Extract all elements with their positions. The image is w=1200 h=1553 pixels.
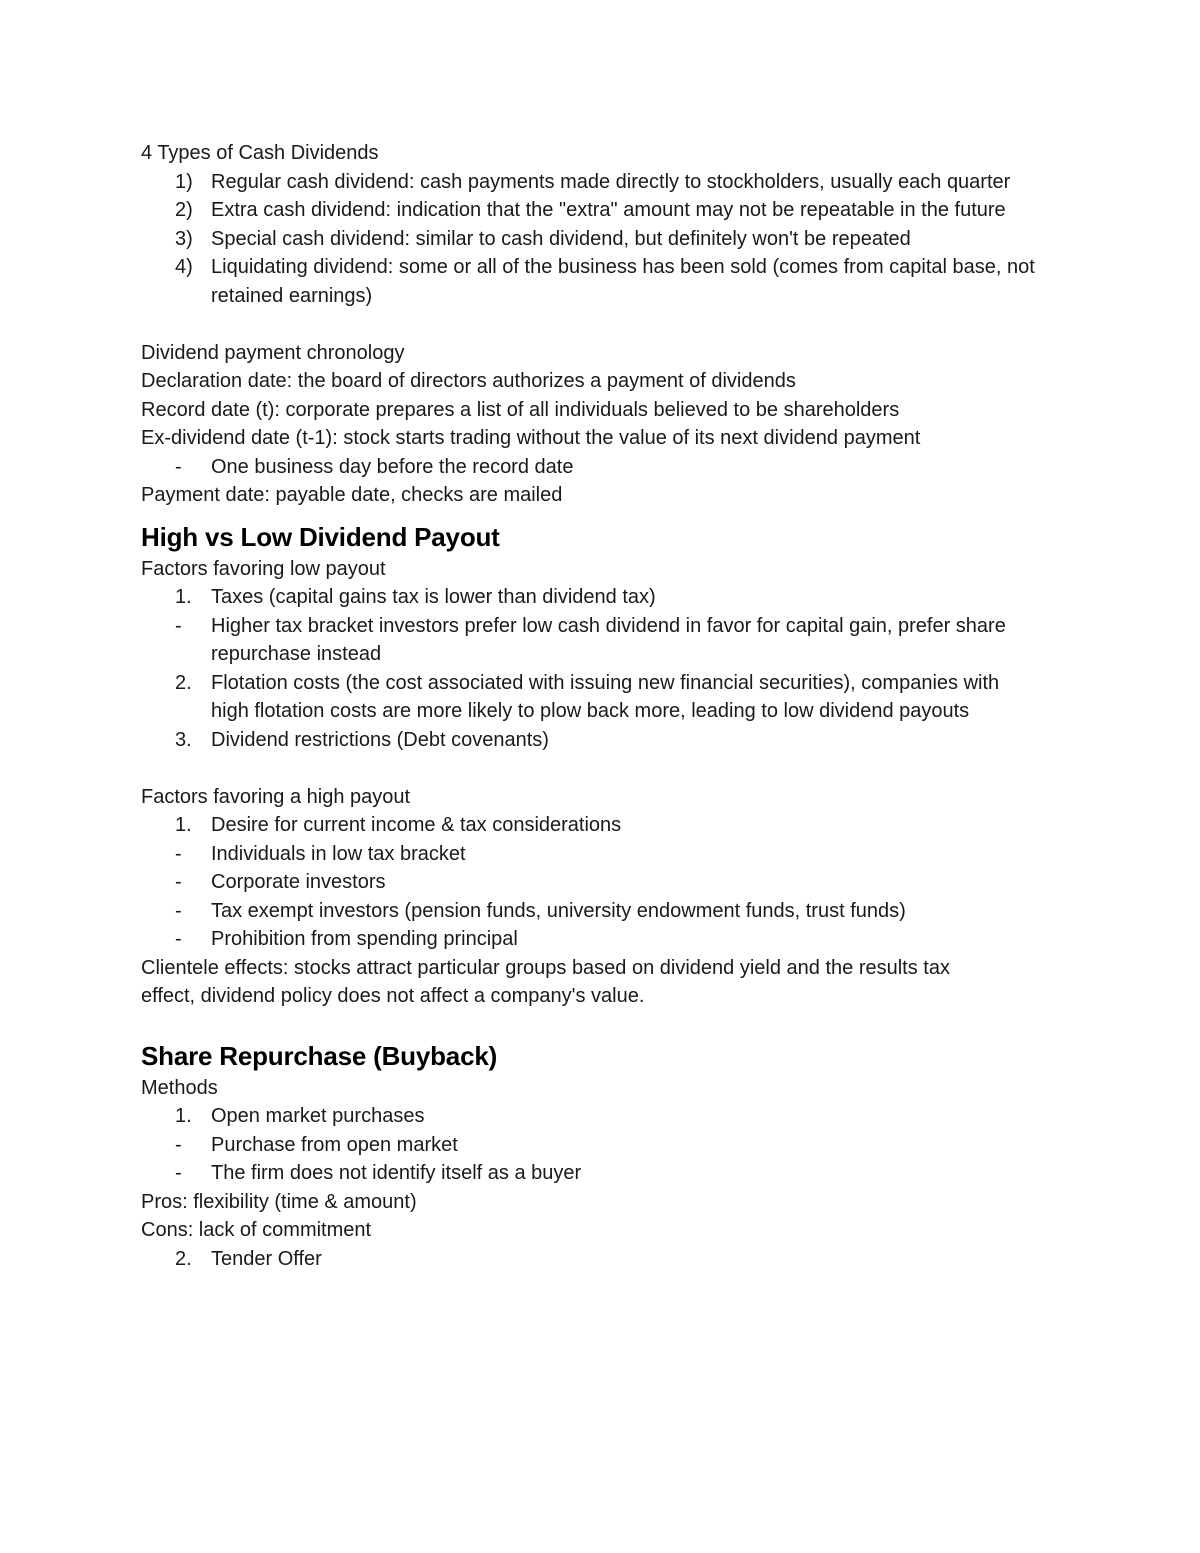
list-marker: -: [175, 455, 182, 478]
blank-line: [141, 754, 1041, 783]
declaration-date-line: Declaration date: the board of directors authorizes a payment of dividends: [141, 370, 796, 392]
list-item-text: Higher tax bracket investors prefer low cash dividend in favor for capital gain, prefer share repurchase instead: [211, 614, 1006, 665]
list-marker: -: [175, 899, 182, 922]
list-marker: 4): [175, 256, 193, 278]
list-item-text: Extra cash dividend: indication that the "extra" amount may not be repeatable in the future: [211, 199, 1006, 221]
buyback-heading: Share Repurchase (Buyback): [141, 1040, 498, 1071]
list-item: [141, 669, 1041, 726]
list-item: [141, 583, 1041, 612]
list-item: [141, 840, 1041, 869]
methods-title: Methods: [141, 1076, 218, 1099]
list-item-text: Liquidating dividend: some or all of the business has been sold (comes from capital base, not retained earnings): [211, 256, 1035, 307]
list-item-text: Dividend restrictions (Debt covenants): [211, 728, 549, 751]
document-page: [141, 139, 1041, 1273]
high-payout-title: Factors favoring a high payout: [141, 785, 411, 808]
list-item-text: Taxes (capital gains tax is lower than dividend tax): [211, 586, 656, 608]
list-item-text: Individuals in low tax bracket: [211, 842, 466, 865]
list-item-text: Special cash dividend: similar to cash dividend, but definitely won't be repeated: [211, 227, 911, 250]
list-item-text: One business day before the record date: [211, 455, 574, 478]
record-date-line: Record date (t): corporate prepares a list of all individuals believed to be shareholders: [141, 398, 900, 421]
clientele-effects-line-2: effect, dividend policy does not affect a company's value.: [141, 985, 645, 1007]
list-item: [141, 253, 1041, 310]
list-item-text: Desire for current income & tax considerations: [211, 814, 622, 836]
list-item: [141, 726, 1041, 755]
list-item: [141, 897, 1041, 926]
list-marker: -: [175, 871, 182, 893]
list-item: [141, 1131, 1041, 1160]
list-item-text: Tender Offer: [211, 1247, 322, 1270]
list-item: [141, 1159, 1041, 1188]
blank-line: [141, 1011, 1041, 1029]
list-item: [141, 612, 1041, 669]
list-item-text: Prohibition from spending principal: [211, 928, 518, 950]
payout-heading: High vs Low Dividend Payout: [141, 521, 500, 552]
low-payout-title: Factors favoring low payout: [141, 557, 386, 580]
list-item: [141, 868, 1041, 897]
list-item-text: Regular cash dividend: cash payments made directly to stockholders, usually each quarter: [211, 170, 1011, 193]
list-item-text: Flotation costs (the cost associated with issuing new financial securities), companies with high flotation costs are more likely to plow back more, leading to low dividend payouts: [211, 671, 1000, 722]
cash-dividends-title: 4 Types of Cash Dividends: [141, 142, 379, 164]
list-marker: -: [175, 842, 182, 865]
list-item: [141, 925, 1041, 954]
list-marker: 1): [175, 170, 193, 193]
list-item-text: Corporate investors: [211, 871, 386, 893]
list-item: [141, 453, 1041, 482]
list-item: [141, 1245, 1041, 1274]
payment-date-line: Payment date: payable date, checks are mailed: [141, 484, 563, 506]
clientele-effects-line-1: Clientele effects: stocks attract particular groups based on dividend yield and the results tax: [141, 956, 950, 979]
list-item-text: Open market purchases: [211, 1105, 425, 1127]
chronology-title: Dividend payment chronology: [141, 341, 405, 364]
list-item: [141, 1102, 1041, 1131]
list-marker: 1.: [175, 814, 192, 836]
list-marker: 3): [175, 227, 193, 250]
list-item: [141, 168, 1041, 197]
list-marker: -: [175, 1162, 182, 1184]
blank-line: [141, 310, 1041, 339]
cons-line: Cons: lack of commitment: [141, 1219, 372, 1241]
ex-dividend-date-line: Ex-dividend date (t-1): stock starts trading without the value of its next dividend payment: [141, 427, 921, 449]
list-marker: -: [175, 614, 182, 637]
list-item-text: Tax exempt investors (pension funds, university endowment funds, trust funds): [211, 899, 906, 922]
list-marker: 3.: [175, 728, 192, 751]
list-marker: 2): [175, 199, 193, 221]
list-marker: -: [175, 1133, 182, 1156]
list-item-text: The firm does not identify itself as a buyer: [211, 1162, 582, 1184]
list-item: [141, 196, 1041, 225]
list-item: [141, 225, 1041, 254]
list-marker: 2.: [175, 671, 192, 694]
list-item-text: Purchase from open market: [211, 1133, 458, 1156]
list-item: [141, 811, 1041, 840]
list-marker: -: [175, 928, 182, 950]
list-marker: 1.: [175, 586, 192, 608]
list-marker: 1.: [175, 1105, 192, 1127]
list-marker: 2.: [175, 1247, 192, 1270]
pros-line: Pros: flexibility (time & amount): [141, 1190, 417, 1213]
